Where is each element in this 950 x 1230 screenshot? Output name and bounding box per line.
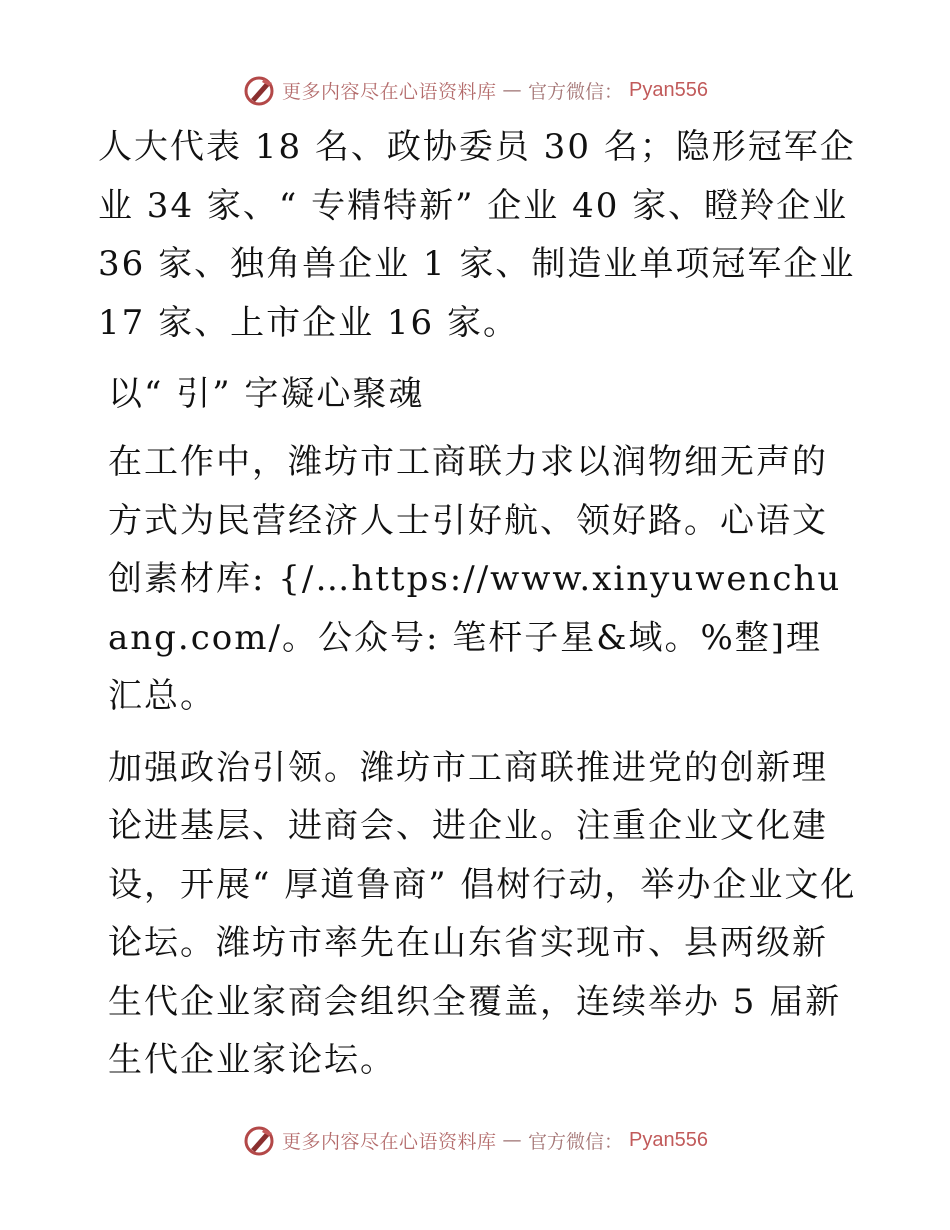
pen-nib-logo-icon bbox=[242, 1123, 276, 1157]
pen-nib-logo-icon bbox=[242, 73, 276, 107]
paragraph-political-guidance: 加强政治引领。潍坊市工商联推进党的创新理论进基层、进商会、进企业。注重企业文化建设，开展“ 厚道鲁商” 倡树行动，举办企业文化论坛。潍坊市率先在山东省实现市、县两级新生代企业家商会组织全覆盖，连续举办 5 届新生代企业家论坛。 bbox=[108, 747, 857, 1080]
banner-dash: — bbox=[502, 79, 523, 101]
wechat-id: Pyan556 bbox=[629, 78, 708, 101]
paragraph-statistics: 人大代表 18 名、政协委员 30 名；隐形冠军企业 34 家、“ 专精特新” 企业 40 家、瞪羚企业 36 家、独角兽企业 1 家、制造业单项冠军企业 17 家、上市企业 16 家。 bbox=[98, 127, 856, 343]
header-banner bbox=[0, 70, 950, 110]
official-label: 官方微信： bbox=[528, 80, 624, 103]
document-body bbox=[98, 118, 858, 1090]
banner-text: 更多内容尽在心语资料库 bbox=[282, 1130, 497, 1153]
footer-banner bbox=[0, 1120, 950, 1160]
wechat-id: Pyan556 bbox=[629, 1128, 708, 1151]
banner-dash: — bbox=[502, 1129, 523, 1151]
banner-text: 更多内容尽在心语资料库 bbox=[282, 80, 497, 103]
paragraph-work: 在工作中，潍坊市工商联力求以润物细无声的方式为民营经济人士引好航、领好路。心语文创素材库: {/…https://www.xinyuwenchuang.com/。公众号: 笔杆子星&域。%整]理汇总。 bbox=[108, 442, 842, 716]
official-label: 官方微信： bbox=[528, 1130, 624, 1153]
section-heading: 以“ 引” 字凝心聚魂 bbox=[108, 374, 425, 414]
